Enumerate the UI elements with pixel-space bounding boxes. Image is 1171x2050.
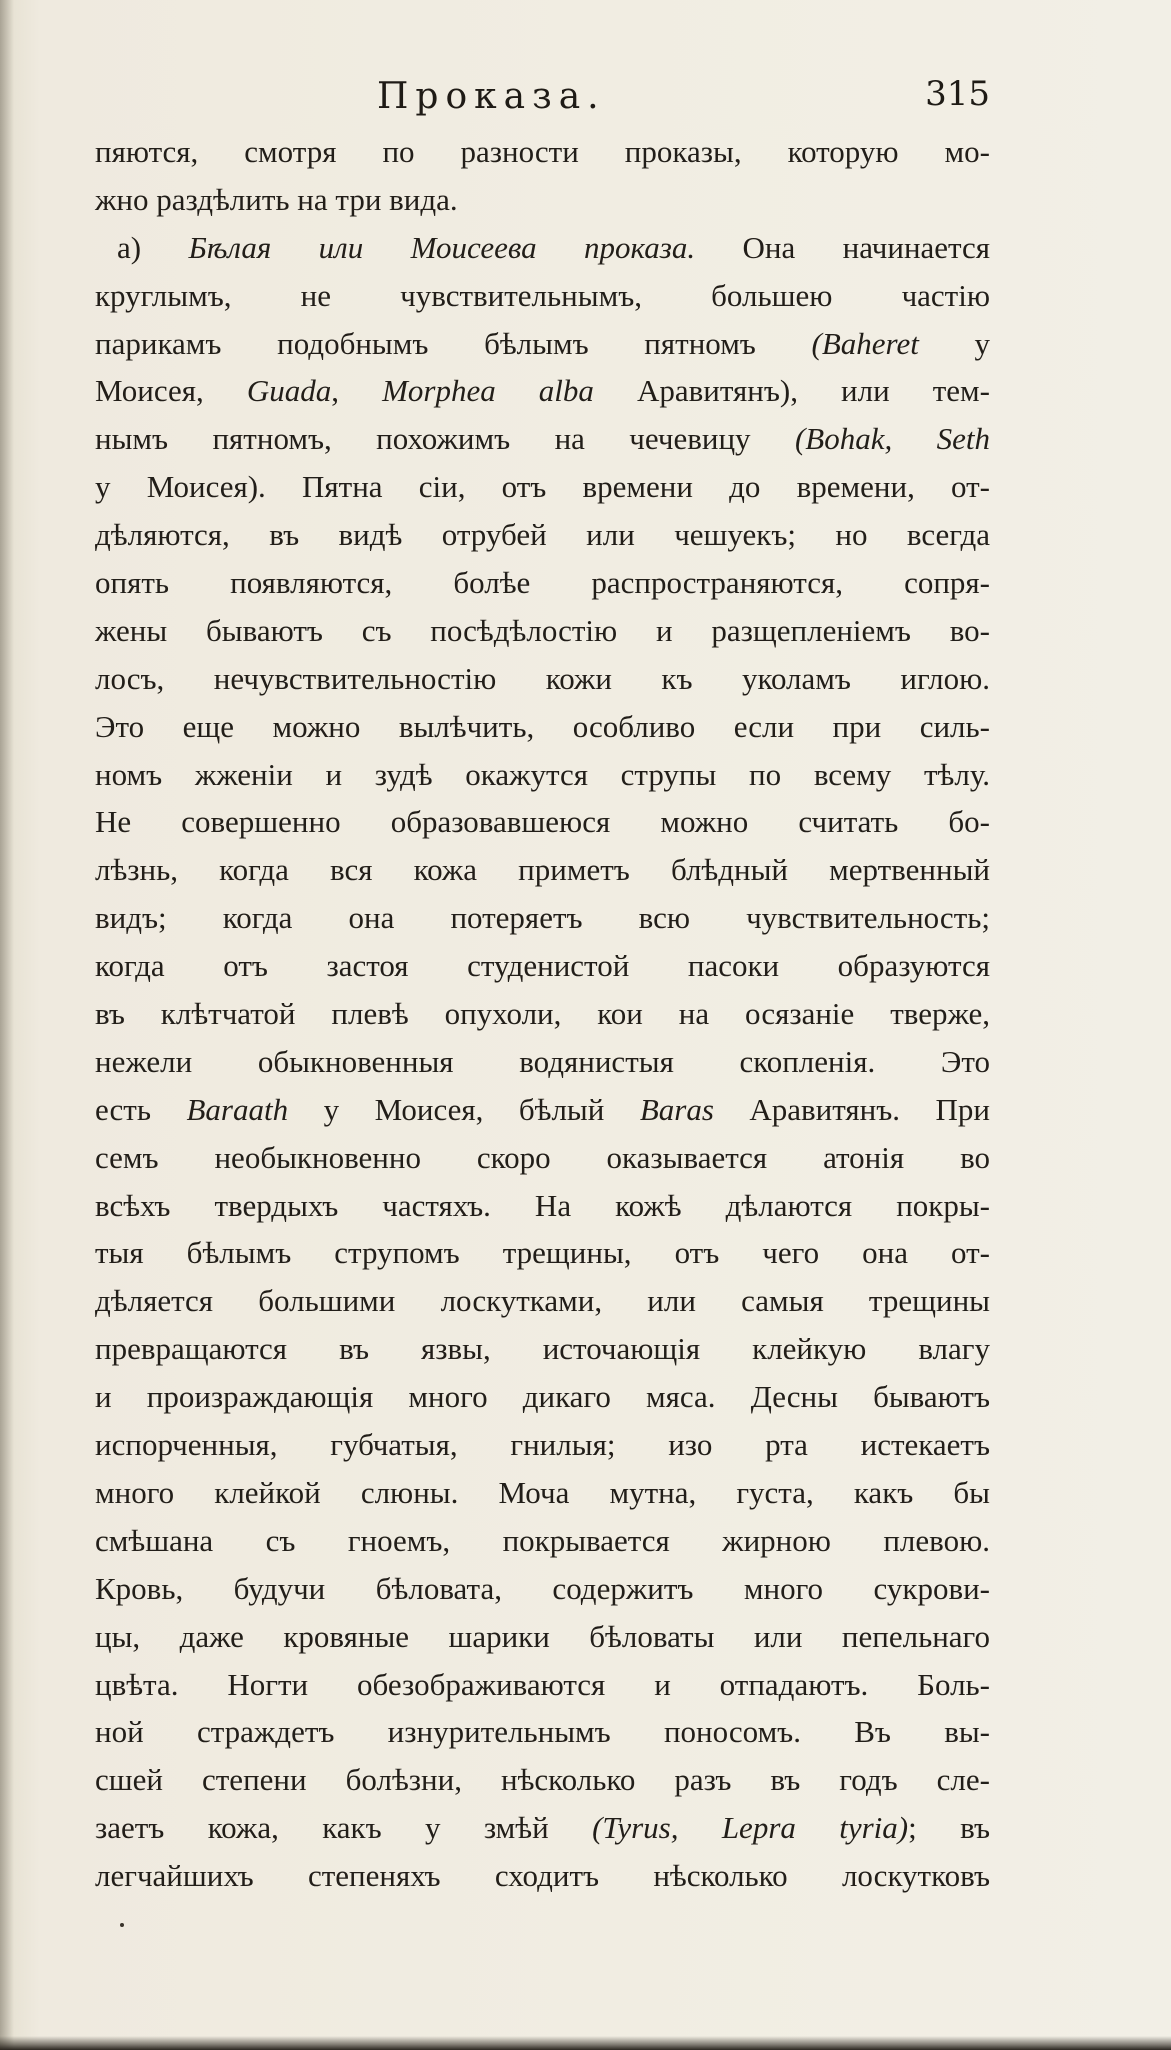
text-run: много клейкой слюны. Моча мутна, густа, какъ бы	[95, 1474, 990, 1510]
text-run: есть	[95, 1091, 187, 1127]
text-line	[95, 1421, 990, 1469]
text-run: Аравитянъ), или тем-	[593, 373, 990, 409]
text-run: дѣляются, въ видѣ отрубей или чешуекъ; но всегда	[95, 517, 990, 553]
text-line	[95, 1229, 990, 1277]
italic-term: (Baheret	[811, 325, 919, 361]
text-line	[95, 128, 990, 176]
text-line	[95, 607, 990, 655]
text-line	[95, 1325, 990, 1373]
text-run: у Моисея). Пятна сіи, отъ времени до времени, от-	[95, 469, 990, 505]
text-run: легчайшихъ степеняхъ сходитъ нѣсколько лоскутковъ	[95, 1858, 990, 1894]
page-shadow-left	[0, 0, 14, 2050]
text-line	[95, 1852, 990, 1900]
italic-term: Baras	[639, 1091, 714, 1127]
italic-term: Бѣлая или Моисеева проказа.	[188, 229, 696, 265]
italic-term: Guada	[246, 373, 332, 409]
text-run: и произраждающія много дикаго мяса. Десны бываютъ	[95, 1379, 990, 1415]
text-run: Она начинается	[695, 229, 990, 265]
text-line	[95, 176, 990, 224]
text-run: Аравитянъ. При	[713, 1091, 990, 1127]
text-run: нымъ пятномъ, похожимъ на чечевицу	[95, 421, 795, 457]
text-line	[95, 1756, 990, 1804]
text-run: лѣзнь, когда вся кожа приметъ блѣдный мертвенный	[95, 852, 990, 888]
text-line	[95, 1277, 990, 1325]
italic-term: Morphea alba	[382, 373, 594, 409]
text-run: всѣхъ твердыхъ частяхъ. На кожѣ дѣлаются покры-	[95, 1187, 990, 1223]
text-line	[95, 751, 990, 799]
ink-speck	[120, 1923, 124, 1927]
page-header	[95, 70, 990, 130]
text-line	[95, 415, 990, 463]
text-run: парикамъ подобнымъ бѣлымъ пятномъ	[95, 325, 812, 361]
text-run: а)	[117, 229, 189, 265]
text-line	[95, 1708, 990, 1756]
text-line	[95, 1565, 990, 1613]
italic-term: (Bohak, Seth	[794, 421, 990, 457]
text-run: круглымъ, не чувствительнымъ, большею частію	[95, 277, 990, 313]
page-number: 315	[925, 74, 990, 114]
text-line	[95, 1086, 990, 1134]
text-run: испорченныя, губчатыя, гнилыя; изо рта истекаетъ	[95, 1427, 990, 1463]
text-line	[95, 1469, 990, 1517]
text-line	[95, 655, 990, 703]
text-run: жены бываютъ съ посѣдѣлостію и разщепленіемъ во-	[95, 612, 990, 648]
text-line	[95, 367, 990, 415]
text-run: ; въ	[908, 1810, 990, 1846]
text-run: цы, даже кровяные шарики бѣловаты или пепельнаго	[95, 1618, 990, 1654]
text-run: опять появляются, болѣе распространяются, сопря-	[95, 565, 990, 601]
text-run: жно раздѣлить на три вида.	[95, 181, 458, 217]
text-line	[95, 463, 990, 511]
text-run: номъ жженіи и зудѣ окажутся струпы по всему тѣлу.	[95, 756, 990, 792]
italic-term: Baraath	[186, 1091, 289, 1127]
text-line	[95, 990, 990, 1038]
italic-term: (Tyrus, Lepra tyria)	[592, 1810, 909, 1846]
text-line	[95, 894, 990, 942]
text-line	[95, 320, 990, 368]
text-line	[95, 1182, 990, 1230]
text-run: тыя бѣлымъ струпомъ трещины, отъ чего она от-	[95, 1235, 990, 1271]
text-line	[95, 703, 990, 751]
text-line	[95, 1804, 990, 1852]
text-run: ной страждетъ изнурительнымъ поносомъ. Въ вы-	[95, 1714, 990, 1750]
text-run: видъ; когда она потеряетъ всю чувствительность;	[95, 900, 990, 936]
running-title: Проказа.	[377, 76, 606, 117]
text-run: въ клѣтчатой плевѣ опухоли, кои на осязаніе тверже,	[95, 996, 990, 1032]
text-run: Не совершенно образовавшеюся можно считать бо-	[95, 804, 990, 840]
text-line	[95, 224, 990, 272]
text-line	[95, 272, 990, 320]
text-run: Кровь, будучи бѣловата, содержитъ много сукрови-	[95, 1570, 990, 1606]
text-line	[95, 798, 990, 846]
text-run: смѣшана съ гноемъ, покрывается жирною плевою.	[95, 1522, 990, 1558]
text-line	[95, 1661, 990, 1709]
text-line	[95, 511, 990, 559]
text-line	[95, 559, 990, 607]
text-line	[95, 1373, 990, 1421]
text-run: превращаются въ язвы, источающія клейкую влагу	[95, 1331, 990, 1367]
text-run: у	[918, 325, 990, 361]
text-line	[95, 942, 990, 990]
text-line	[95, 846, 990, 894]
text-run: семъ необыкновенно скоро оказывается атонія во	[95, 1139, 990, 1175]
text-run: ,	[331, 373, 383, 409]
text-run: Моисея,	[95, 373, 247, 409]
text-run: цвѣта. Ногти обезображиваются и отпадаютъ. Боль-	[95, 1666, 990, 1702]
text-run: сшей степени болѣзни, нѣсколько разъ въ годъ сле-	[95, 1762, 990, 1798]
text-run: нежели обыкновенныя водянистыя скопленія. Это	[95, 1043, 990, 1079]
text-run: у Моисея, бѣлый	[288, 1091, 640, 1127]
body-text	[95, 128, 990, 1900]
text-run: лосъ, нечувствительностію кожи къ уколамъ иглою.	[95, 660, 990, 696]
text-line	[95, 1613, 990, 1661]
text-line	[95, 1134, 990, 1182]
text-run: когда отъ застоя студенистой пасоки образуются	[95, 948, 990, 984]
text-run: Это еще можно вылѣчить, особливо если при силь-	[95, 708, 990, 744]
text-run: дѣляется большими лоскутками, или самыя трещины	[95, 1283, 990, 1319]
text-run: заетъ кожа, какъ у змѣй	[95, 1810, 593, 1846]
text-line	[95, 1517, 990, 1565]
page-edge-bottom	[0, 2036, 1171, 2050]
text-run: пяются, смотря по разности проказы, которую мо-	[95, 134, 990, 169]
text-line	[95, 1038, 990, 1086]
